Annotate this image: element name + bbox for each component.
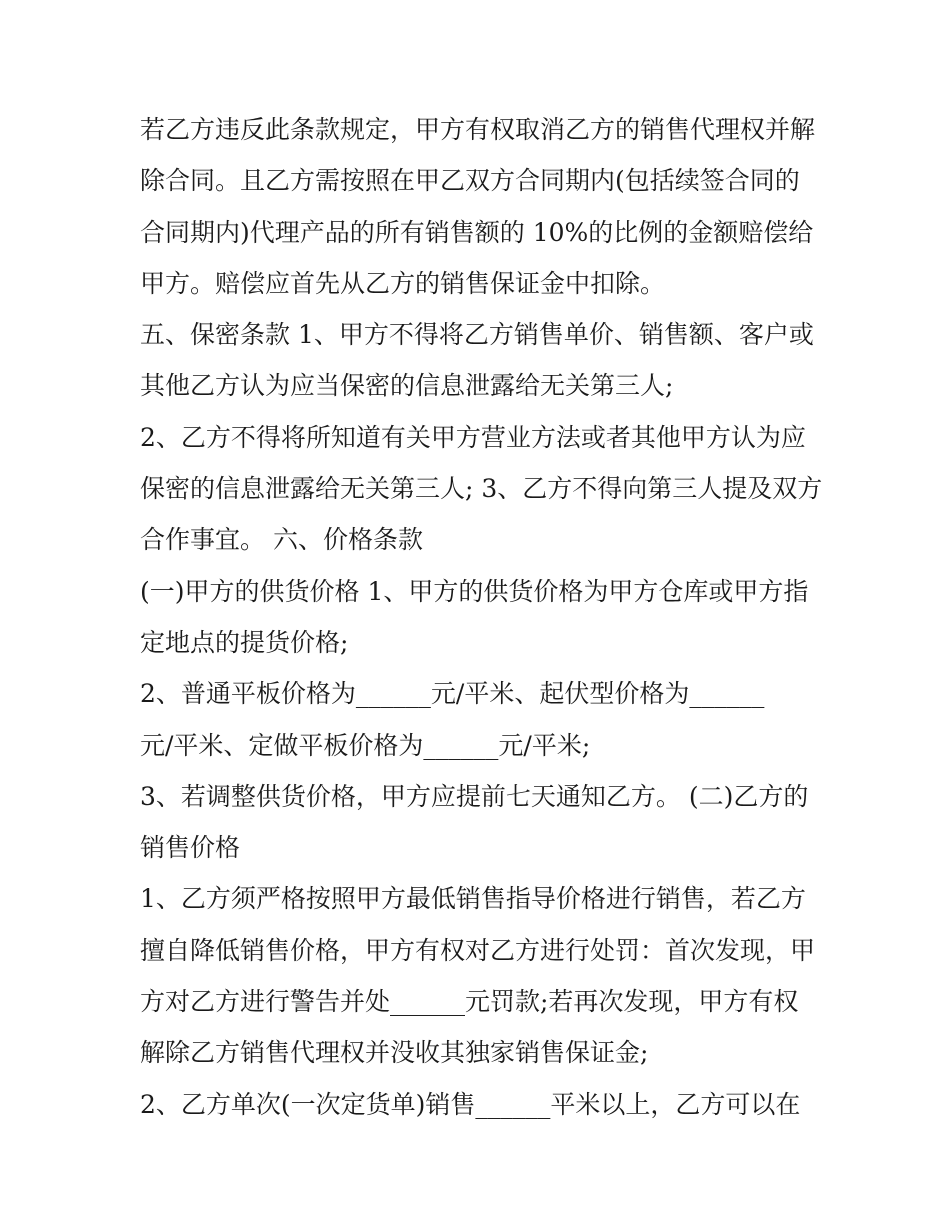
text-line: (一)甲方的供货价格 1、甲方的供货价格为甲方仓库或甲方指	[140, 576, 809, 606]
text-line: 其他乙方认为应当保密的信息泄露给无关第三人;	[140, 371, 674, 401]
text-line: 方对乙方进行警告并处______元罚款;若再次发现，甲方有权	[140, 987, 799, 1017]
text-line: 销售价格	[140, 833, 241, 863]
text-line: 定地点的提货价格;	[140, 627, 349, 657]
text-line: 甲方。赔偿应首先从乙方的销售保证金中扣除。	[140, 268, 666, 298]
text-line: 若乙方违反此条款规定，甲方有权取消乙方的销售代理权并解	[140, 115, 816, 144]
text-line: 合同期内)代理产品的所有销售额的 10%的比例的金额赔偿给	[140, 217, 814, 247]
text-line: 五、保密条款 1、甲方不得将乙方销售单价、销售额、客户或	[140, 320, 814, 350]
text-line: 2、乙方不得将所知道有关甲方营业方法或者其他甲方认为应	[140, 422, 806, 452]
text-line: 解除乙方销售代理权并没收其独家销售保证金;	[140, 1038, 649, 1068]
text-line: 保密的信息泄露给无关第三人; 3、乙方不得向第三人提及双方	[140, 474, 823, 504]
text-line: 擅自降低销售价格，甲方有权对乙方进行处罚：首次发现，甲	[140, 935, 816, 965]
text-line: 元/平米、定做平板价格为______元/平米;	[140, 730, 591, 760]
text-line: 2、普通平板价格为______元/平米、起伏型价格为______	[140, 679, 765, 709]
text-line: 2、乙方单次(一次定货单)销售______平米以上，乙方可以在	[140, 1089, 801, 1119]
contract-text	[140, 104, 823, 1130]
text-line: 3、若调整供货价格，甲方应提前七天通知乙方。 (二)乙方的	[140, 781, 809, 811]
text-line: 除合同。且乙方需按照在甲乙双方合同期内(包括续签合同的	[140, 166, 800, 196]
text-line: 1、乙方须严格按照甲方最低销售指导价格进行销售，若乙方	[140, 884, 806, 914]
text-line: 合作事宜。 六、价格条款	[140, 525, 423, 555]
